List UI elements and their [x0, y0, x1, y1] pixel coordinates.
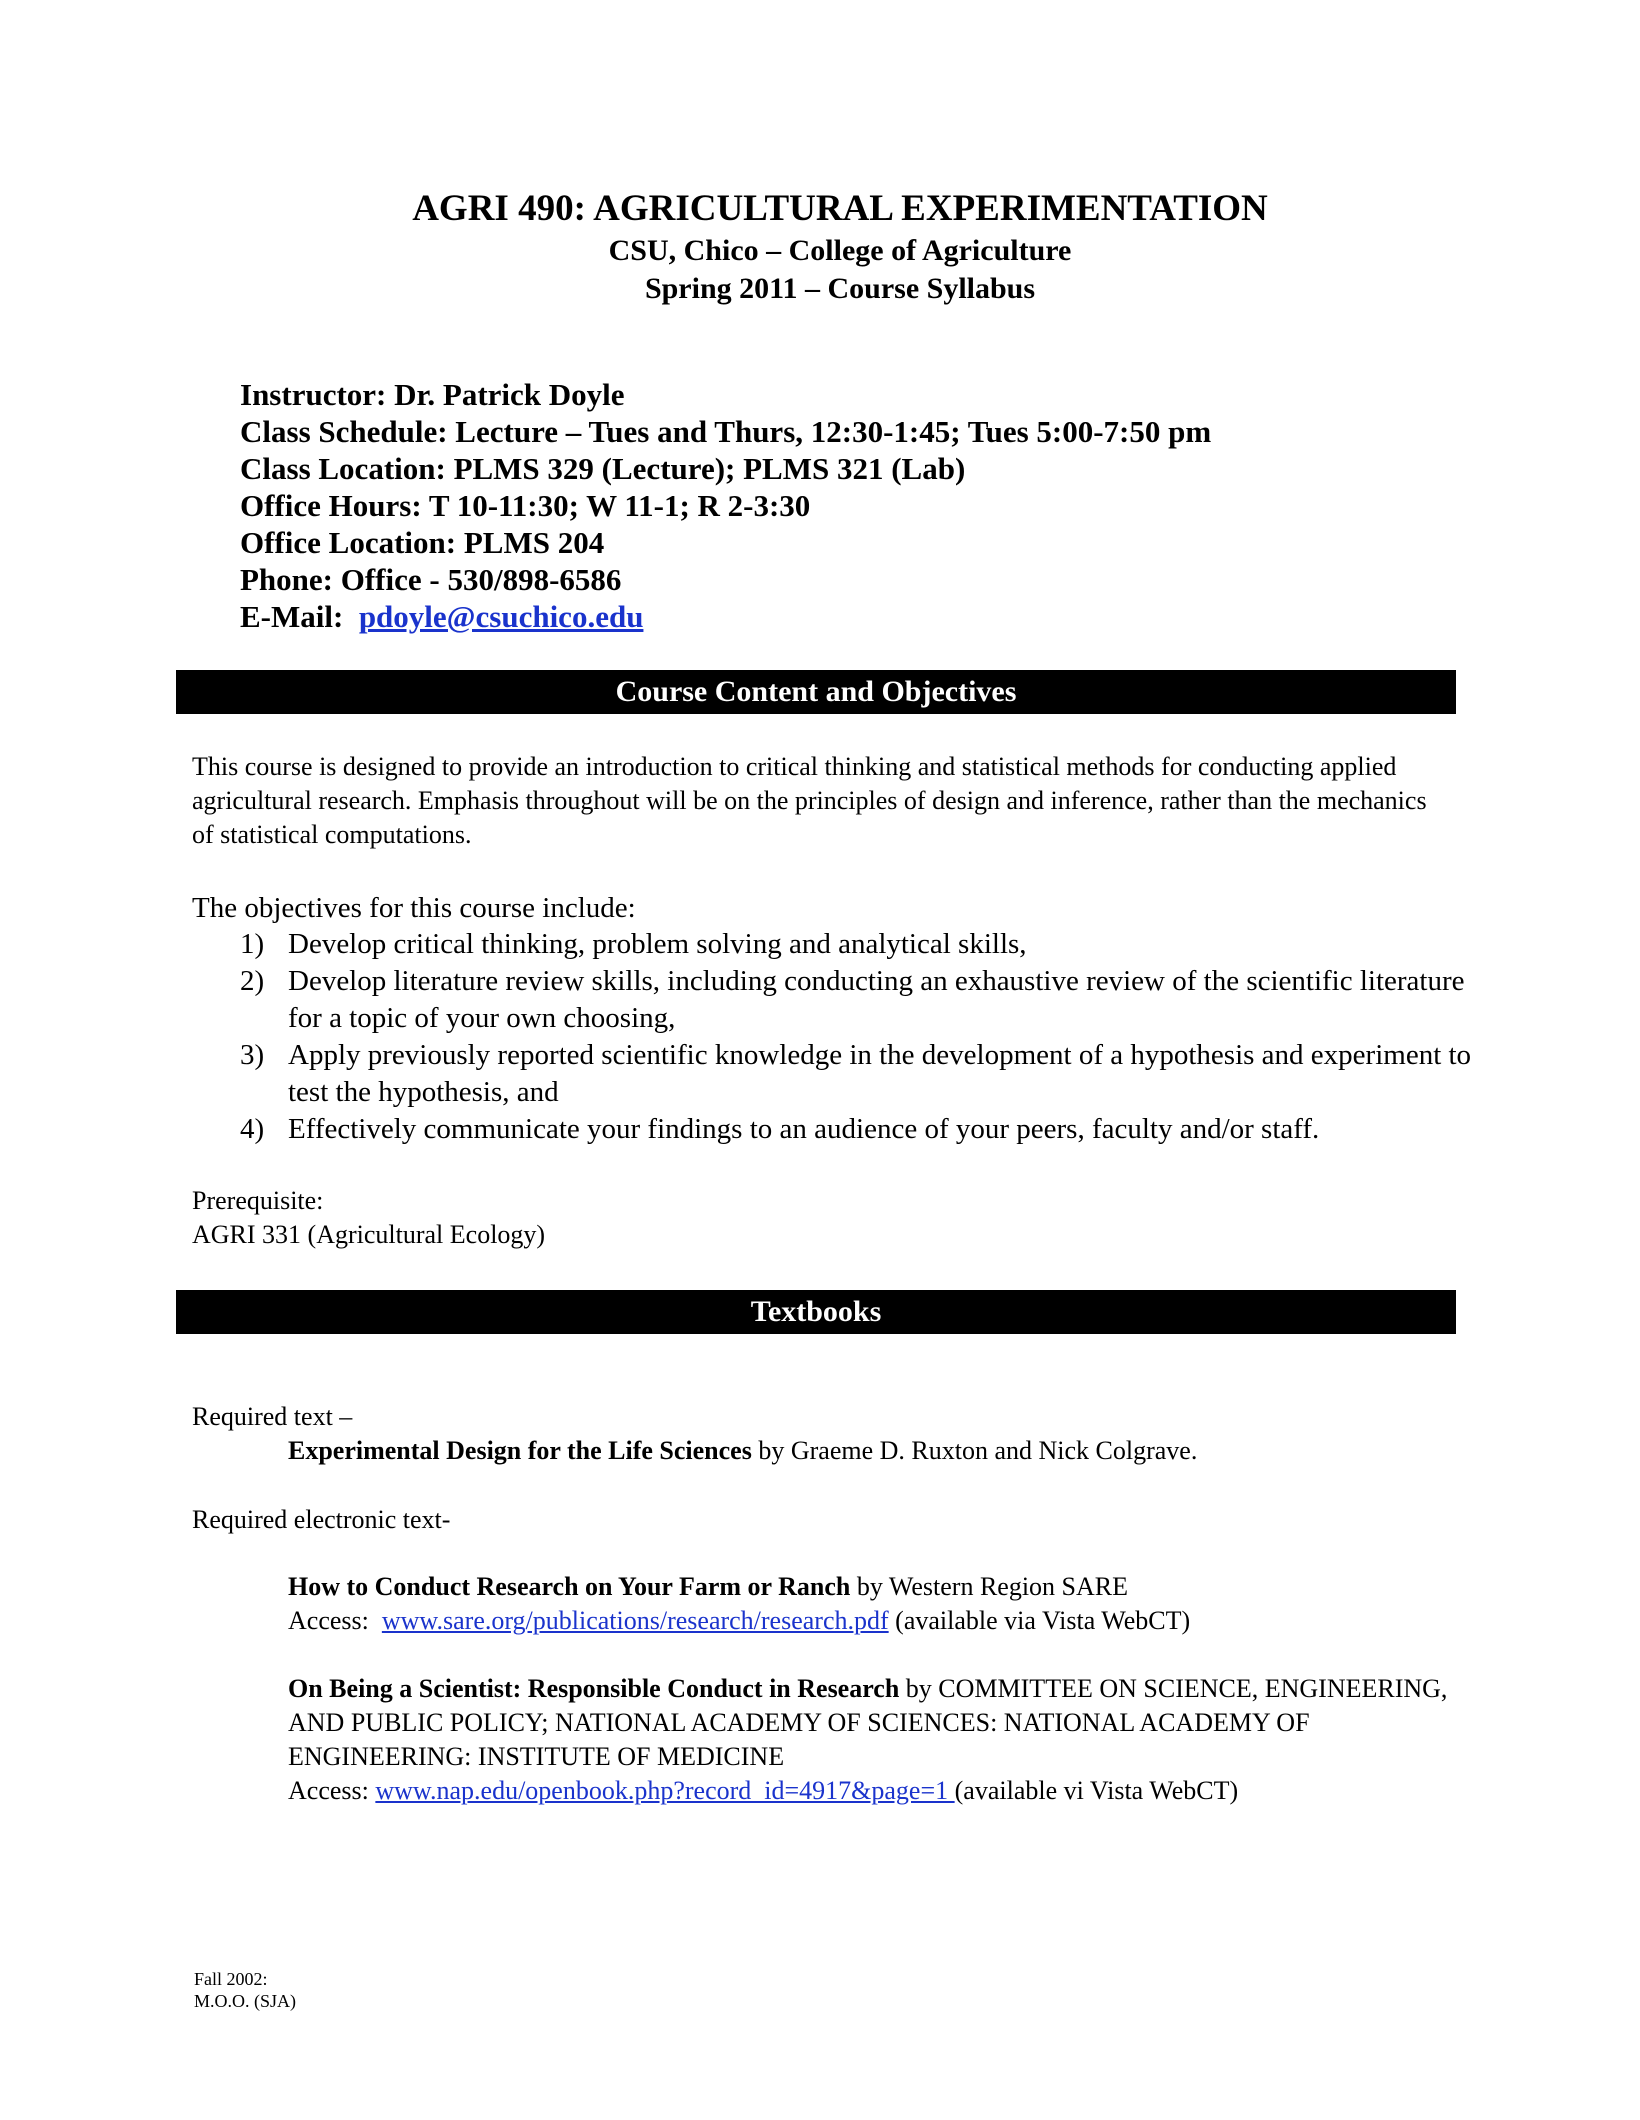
objective-text: Develop critical thinking, problem solving and analytical skills, — [288, 928, 1027, 960]
textbook-3-access-label: Access: — [288, 1776, 376, 1805]
textbook-3-author: by COMMITTEE ON SCIENCE, ENGINEERING, AND PUBLIC POLICY; NATIONAL ACADEMY OF SCIENCES: NATIONAL ACADEMY OF ENGINEERING: INSTITUTE OF MEDICINE — [288, 1674, 1448, 1771]
textbook-1 — [288, 1434, 1197, 1468]
objectives-list — [240, 926, 1480, 1148]
phone-line: Phone: Office - 530/898-6586 — [240, 562, 622, 597]
list-item — [240, 926, 1480, 963]
objective-text: Develop literature review skills, including conducting an exhaustive review of the scientific literature for a topic of your own choosing, — [288, 965, 1465, 1034]
course-description: This course is designed to provide an introduction to critical thinking and statistical methods for conducting applied agricultural research. Emphasis throughout will be on the principles of design and inference, rather than the mechanics of statistical computations. — [192, 752, 1427, 849]
footer-line-2: M.O.O. (SJA) — [194, 1991, 297, 2011]
page-title: AGRI 490: AGRICULTURAL EXPERIMENTATION — [412, 188, 1268, 229]
location-line: Class Location: PLMS 329 (Lecture); PLMS 321 (Lab) — [240, 451, 966, 486]
page-subtitle-term: Spring 2011 – Course Syllabus — [644, 272, 1036, 305]
objective-number: 2) — [240, 965, 265, 997]
instructor-line: Instructor: Dr. Patrick Doyle — [240, 377, 625, 412]
list-item — [240, 1037, 1480, 1111]
textbook-3-link[interactable]: www.nap.edu/openbook.php?record_id=4917&page=1 — [375, 1776, 955, 1805]
email-line — [240, 598, 1211, 635]
textbook-2-access-label: Access: — [288, 1606, 382, 1635]
textbook-1-title: Experimental Design for the Life Sciences — [288, 1436, 752, 1465]
objective-text: Effectively communicate your findings to an audience of your peers, faculty and/or staff. — [288, 1113, 1320, 1145]
prerequisite — [192, 1184, 545, 1252]
textbook-2-link[interactable]: www.sare.org/publications/research/research.pdf — [381, 1606, 889, 1635]
objective-number: 1) — [240, 928, 265, 960]
office-hours-line: Office Hours: T 10-11:30; W 11-1; R 2-3:30 — [240, 488, 811, 523]
list-item — [240, 1111, 1480, 1148]
schedule-line: Class Schedule: Lecture – Tues and Thurs, 12:30-1:45; Tues 5:00-7:50 pm — [240, 414, 1212, 449]
objective-number: 4) — [240, 1113, 265, 1145]
prerequisite-value: AGRI 331 (Agricultural Ecology) — [192, 1220, 546, 1249]
textbook-3-title: On Being a Scientist: Responsible Conduct in Research — [288, 1674, 900, 1703]
textbook-1-author: by Graeme D. Ruxton and Nick Colgrave. — [751, 1436, 1198, 1465]
textbook-3-note: (available vi Vista WebCT) — [954, 1776, 1239, 1805]
textbook-3 — [288, 1672, 1448, 1808]
section-header-textbooks: Textbooks — [176, 1290, 1456, 1334]
prerequisite-label: Prerequisite: — [192, 1186, 324, 1215]
objective-number: 3) — [240, 1039, 265, 1071]
textbook-2-author: by Western Region SARE — [850, 1572, 1129, 1601]
email-link[interactable]: pdoyle@csuchico.edu — [358, 599, 644, 634]
footer-line-1: Fall 2002: — [194, 1969, 268, 1989]
page-subtitle-college: CSU, Chico – College of Agriculture — [608, 234, 1072, 267]
required-text-label: Required text – — [192, 1402, 353, 1431]
section-header-course-content: Course Content and Objectives — [176, 670, 1456, 714]
objectives-intro: The objectives for this course include: — [192, 892, 636, 924]
list-item — [240, 963, 1480, 1037]
office-location-line: Office Location: PLMS 204 — [240, 525, 605, 560]
instructor-info — [240, 376, 1211, 635]
textbook-2-note: (available via Vista WebCT) — [888, 1606, 1191, 1635]
page-footer — [194, 1968, 296, 2012]
required-electronic-label: Required electronic text- — [192, 1505, 451, 1534]
objective-text: Apply previously reported scientific knowledge in the development of a hypothesis and experiment to test the hypothesis, and — [288, 1039, 1472, 1108]
textbook-2 — [288, 1570, 1190, 1638]
email-label: E-Mail: — [240, 599, 359, 634]
textbook-2-title: How to Conduct Research on Your Farm or Ranch — [288, 1572, 851, 1601]
